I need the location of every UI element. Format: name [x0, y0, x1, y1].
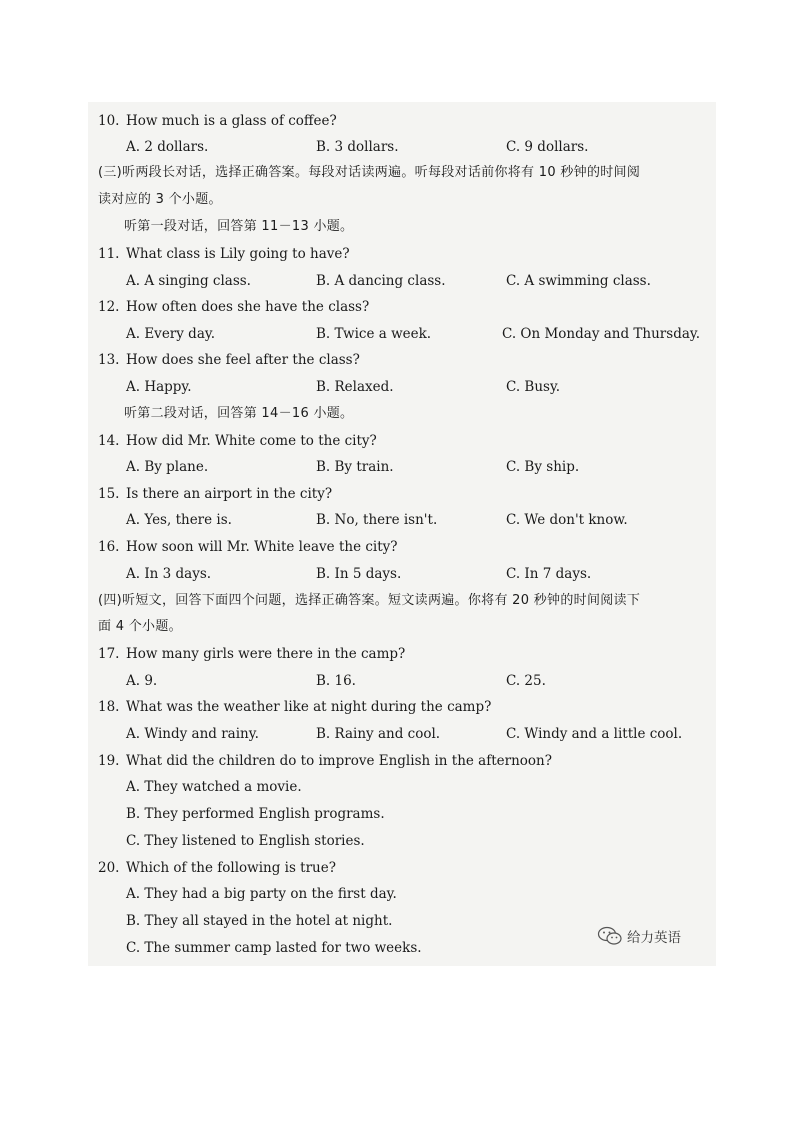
question-text: What class is Lily going to have?: [126, 246, 350, 262]
question-12: [98, 294, 722, 320]
watermark-text: 给力英语: [627, 930, 681, 946]
question-text: What did the children do to improve English in the afternoon?: [126, 753, 552, 769]
question-14: [98, 428, 722, 454]
option-c: C. On Monday and Thursday.: [502, 326, 701, 342]
question-number: 20.: [98, 860, 120, 876]
question-number: 10.: [98, 113, 120, 129]
question-number: 15.: [98, 486, 120, 502]
question-text: How does she feel after the class?: [126, 352, 360, 368]
option-b: B. Relaxed.: [316, 379, 394, 395]
option-c: C. We don't know.: [506, 512, 628, 528]
section-3-instruction-cont: 读对应的 3 个小题。: [98, 192, 222, 207]
option-b: B. 3 dollars.: [316, 139, 399, 155]
option-c: C. 9 dollars.: [506, 139, 589, 155]
question-16-options: [98, 561, 722, 587]
option-a: A. 2 dollars.: [126, 139, 209, 155]
question-number: 11.: [98, 246, 120, 262]
option-a: A. By plane.: [126, 459, 209, 475]
option-b: B. A dancing class.: [316, 273, 446, 289]
option-c: C. Windy and a little cool.: [506, 726, 683, 742]
question-number: 19.: [98, 753, 120, 769]
question-number: 12.: [98, 299, 120, 315]
wechat-icon: [597, 926, 623, 946]
option-b: B. No, there isn't.: [316, 512, 438, 528]
option-b: B. Rainy and cool.: [316, 726, 441, 742]
question-text: How many girls were there in the camp?: [126, 646, 406, 662]
question-text: What was the weather like at night during the camp?: [126, 699, 492, 715]
section-4-instruction-cont: 面 4 个小题。: [98, 619, 182, 634]
question-12-options: [98, 321, 722, 347]
option-b: B. They performed English programs.: [126, 806, 385, 822]
option-c: C. 25.: [506, 673, 546, 689]
question-number: 18.: [98, 699, 120, 715]
dialog-1-heading: 听第一段对话，回答第 11－13 小题。: [124, 219, 354, 234]
section-4-instruction: (四)听短文，回答下面四个问题，选择正确答案。短文读两遍。你将有 20 秒钟的时间阅读下: [98, 593, 641, 608]
option-b: B. In 5 days.: [316, 566, 402, 582]
option-a: A. They watched a movie.: [126, 779, 302, 795]
dialog-2-heading: 听第二段对话，回答第 14－16 小题。: [124, 406, 354, 421]
question-18-options: [98, 721, 722, 747]
question-19: [98, 748, 722, 774]
option-c: C. In 7 days.: [506, 566, 592, 582]
question-text: How soon will Mr. White leave the city?: [126, 539, 398, 555]
question-number: 14.: [98, 433, 120, 449]
option-b: B. Twice a week.: [316, 326, 432, 342]
option-a: A. 9.: [126, 673, 158, 689]
question-number: 16.: [98, 539, 120, 555]
option-a: A. Every day.: [126, 326, 215, 342]
question-10: [98, 108, 722, 134]
option-a: A. A singing class.: [126, 273, 251, 289]
option-a: A. Yes, there is.: [126, 512, 232, 528]
option-a: A. In 3 days.: [126, 566, 212, 582]
question-15: [98, 481, 722, 507]
question-10-options: [98, 134, 722, 160]
question-17: [98, 641, 722, 667]
option-a: A. Windy and rainy.: [126, 726, 259, 742]
option-c: C. Busy.: [506, 379, 561, 395]
question-16: [98, 534, 722, 560]
question-14-options: [98, 454, 722, 480]
question-18: [98, 694, 722, 720]
question-13: [98, 347, 722, 373]
question-20: [98, 855, 722, 881]
option-b: B. 16.: [316, 673, 356, 689]
option-b: B. They all stayed in the hotel at night.: [126, 913, 393, 929]
question-17-options: [98, 668, 722, 694]
question-11: [98, 241, 722, 267]
question-11-options: [98, 268, 722, 294]
option-c: C. The summer camp lasted for two weeks.: [126, 940, 422, 956]
option-c: C. They listened to English stories.: [126, 833, 365, 849]
question-text: How did Mr. White come to the city?: [126, 433, 377, 449]
option-c: C. A swimming class.: [506, 273, 651, 289]
option-b: B. By train.: [316, 459, 394, 475]
question-text: How often does she have the class?: [126, 299, 370, 315]
question-number: 17.: [98, 646, 120, 662]
option-c: C. By ship.: [506, 459, 580, 475]
question-number: 13.: [98, 352, 120, 368]
question-text: Is there an airport in the city?: [126, 486, 333, 502]
question-text: How much is a glass of coffee?: [126, 113, 337, 129]
option-a: A. Happy.: [126, 379, 192, 395]
question-15-options: [98, 507, 722, 533]
question-13-options: [98, 374, 722, 400]
watermark: [597, 926, 681, 946]
question-text: Which of the following is true?: [126, 860, 336, 876]
option-a: A. They had a big party on the first day.: [126, 886, 397, 902]
section-3-instruction: (三)听两段长对话，选择正确答案。每段对话读两遍。听每段对话前你将有 10 秒钟的时间阅: [98, 165, 641, 180]
